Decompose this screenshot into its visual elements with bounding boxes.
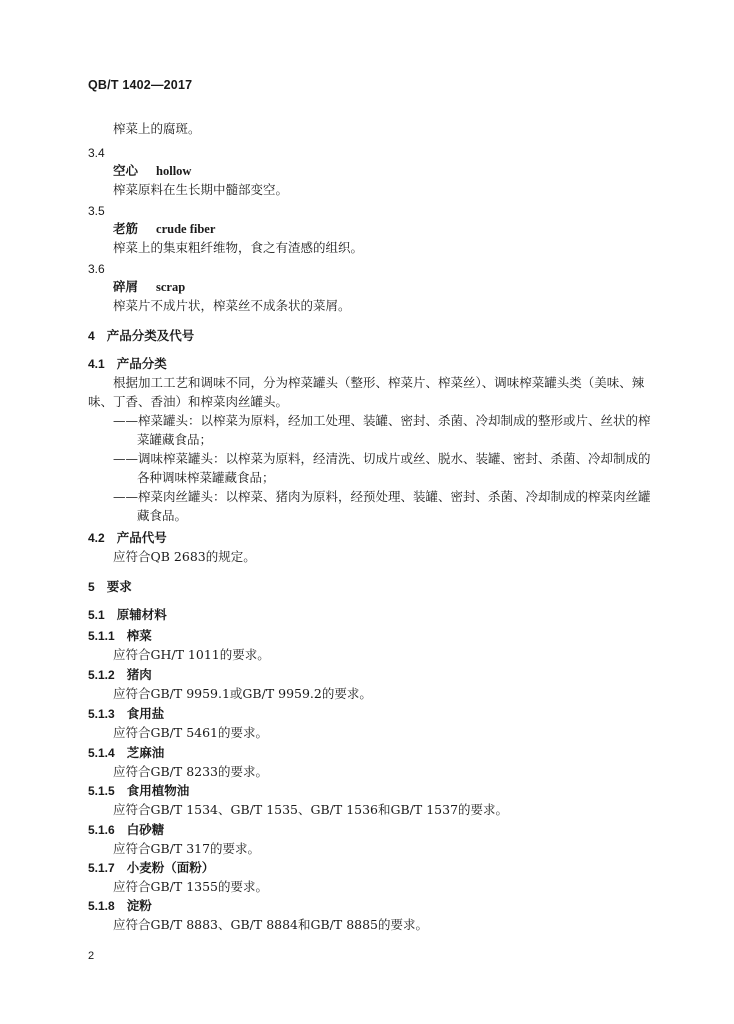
classification-item-2-line-2: 各种调味榨菜罐藏食品；: [137, 470, 275, 485]
section-5-1-3-text: 应符合GB/T 5461的要求。: [113, 725, 269, 740]
section-4-2-heading: [88, 530, 167, 546]
section-5-1-1-text: 应符合GH/T 1011的要求。: [113, 647, 270, 662]
section-5-1-6-text: 应符合GB/T 317的要求。: [113, 841, 261, 856]
classification-item-1-line-2: 菜罐藏食品；: [137, 432, 213, 447]
section-number: 5: [88, 580, 95, 594]
term-zh: 碎屑: [113, 279, 139, 294]
section-number: 5.1.1: [88, 629, 115, 643]
section-number: 5.1.2: [88, 668, 115, 682]
section-title: 白砂糖: [126, 822, 165, 837]
clause-number-3-5: 3.5: [88, 204, 105, 218]
section-5-1-2-heading: [88, 667, 152, 683]
section-5-1-7-text: 应符合GB/T 1355的要求。: [113, 879, 269, 894]
classification-item-3-line-2: 藏食品。: [137, 508, 188, 523]
section-number: 4: [88, 329, 95, 343]
section-5-1-8-heading: [88, 898, 152, 914]
section-4-2-text: 应符合QB 2683的规定。: [113, 549, 256, 564]
section-number: 4.1: [88, 357, 105, 371]
term-zh: 空心: [113, 163, 139, 178]
section-5-1-5-text: 应符合GB/T 1534、GB/T 1535、GB/T 1536和GB/T 1537的要求。: [113, 802, 509, 817]
section-number: 5.1.7: [88, 861, 115, 875]
classification-intro-line-2: 味、丁香、香油）和榨菜肉丝罐头。: [88, 394, 289, 409]
section-title: 小麦粉（面粉）: [126, 860, 215, 875]
clause-number-3-4: 3.4: [88, 146, 105, 160]
term-en: crude fiber: [156, 222, 216, 236]
section-number: 5.1.8: [88, 899, 115, 913]
definition-3-5: 榨菜上的集束粗纤维物，食之有渣感的组织。: [113, 240, 364, 255]
classification-intro-line-1: 根据加工工艺和调味不同，分为榨菜罐头（整形、榨菜片、榨菜丝）、调味榨菜罐头类（美味、辣: [113, 375, 645, 390]
term-3-6: [113, 279, 185, 295]
clause-number-3-6: 3.6: [88, 262, 105, 276]
section-4-1-heading: [88, 356, 167, 372]
section-number: 5.1: [88, 608, 105, 622]
section-5-1-4-heading: [88, 745, 164, 761]
term-3-4: [113, 163, 191, 179]
section-number: 5.1.3: [88, 707, 115, 721]
section-5-heading: [88, 579, 132, 595]
definition-3-4: 榨菜原料在生长期中髓部变空。: [113, 182, 289, 197]
section-title: 食用盐: [126, 706, 165, 721]
section-5-1-3-heading: [88, 706, 164, 722]
section-5-1-4-text: 应符合GB/T 8233的要求。: [113, 764, 269, 779]
section-number: 5.1.5: [88, 784, 115, 798]
section-4-heading: [88, 328, 194, 344]
term-3-5: [113, 221, 215, 237]
section-5-1-5-heading: [88, 783, 189, 799]
section-5-1-2-text: 应符合GB/T 9959.1或GB/T 9959.2的要求。: [113, 686, 372, 701]
section-title: 淀粉: [126, 898, 152, 913]
page-number: 2: [88, 950, 95, 962]
section-title: 产品代号: [116, 530, 167, 545]
section-title: 产品分类及代号: [106, 328, 195, 343]
section-title: 芝麻油: [126, 745, 165, 760]
section-5-1-8-text: 应符合GB/T 8883、GB/T 8884和GB/T 8885的要求。: [113, 917, 429, 932]
section-number: 4.2: [88, 531, 105, 545]
term-en: hollow: [156, 164, 192, 178]
classification-item-1-line-1: ——榨菜罐头：以榨菜为原料，经加工处理、装罐、密封、杀菌、冷却制成的整形或片、丝状的榨: [113, 413, 651, 428]
term-zh: 老筋: [113, 221, 139, 236]
section-title: 产品分类: [116, 356, 167, 371]
term-en: scrap: [156, 280, 186, 294]
definition-3-6: 榨菜片不成片状，榨菜丝不成条状的菜屑。: [113, 298, 351, 313]
standard-code: QB/T 1402—2017: [88, 78, 193, 92]
section-number: 5.1.4: [88, 746, 115, 760]
definition-3-3-tail: 榨菜上的腐斑。: [113, 121, 201, 136]
section-title: 原辅材料: [116, 607, 167, 622]
section-number: 5.1.6: [88, 823, 115, 837]
section-5-1-1-heading: [88, 628, 152, 644]
classification-item-3-line-1: ——榨菜肉丝罐头：以榨菜、猪肉为原料，经预处理、装罐、密封、杀菌、冷却制成的榨菜肉丝罐: [113, 489, 651, 504]
section-5-1-heading: [88, 607, 167, 623]
classification-item-2-line-1: ——调味榨菜罐头：以榨菜为原料，经清洗、切成片或丝、脱水、装罐、密封、杀菌、冷却制成的: [113, 451, 651, 466]
section-5-1-7-heading: [88, 860, 214, 876]
section-title: 猪肉: [126, 667, 152, 682]
section-title: 食用植物油: [126, 783, 190, 798]
section-title: 榨菜: [126, 628, 152, 643]
section-5-1-6-heading: [88, 822, 164, 838]
section-title: 要求: [106, 579, 132, 594]
